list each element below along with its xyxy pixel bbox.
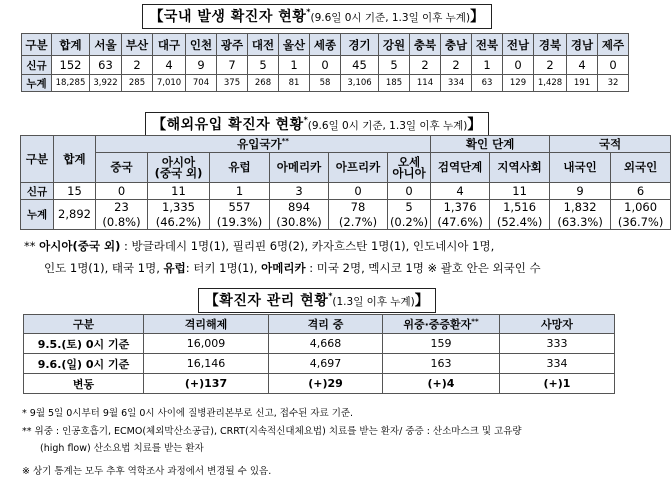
management-cell: (+)1	[500, 374, 615, 394]
note-america-text: : 미국 2명, 멕시코 1명 ※ 괄호 안은 외국인 수	[305, 261, 541, 275]
asia-note-line1	[24, 238, 494, 254]
overseas-pct-row	[21, 215, 671, 230]
footnote-2: ** 위중 : 인공호흡기, ECMO(체외막산소공급), CRRT(지속적신대체요법) 치료를 받는 환자/ 중증 : 산소마스크 및 고유량	[22, 426, 522, 437]
domestic-header-cell: 충남	[441, 34, 472, 56]
domestic-cum-cell: 185	[379, 75, 410, 92]
note-asia-text: : 방글라데시 1명(1), 필리핀 6명(2), 카자흐스탄 1명(1), 인도네시아 1명,	[120, 239, 495, 253]
note-america-label: 아메리카	[261, 261, 306, 275]
footnote-4: ※ 상기 통계는 모두 추후 역학조사 과정에서 변경될 수 있음.	[22, 466, 272, 477]
management-row-label: 변동	[24, 374, 144, 394]
domestic-header-cell: 대구	[153, 34, 186, 56]
management-cell: 159	[383, 334, 500, 354]
domestic-new-cell: 0	[310, 56, 341, 75]
domestic-new-label: 신규	[22, 56, 52, 75]
overseas-new-cell: 0	[388, 183, 431, 200]
domestic-header-cell: 세종	[310, 34, 341, 56]
management-cell: (+)137	[144, 374, 269, 394]
domestic-cum-cell: 81	[279, 75, 310, 92]
domestic-cum-cell: 268	[248, 75, 279, 92]
overseas-new-cell: 11	[148, 183, 210, 200]
note-prefix: **	[24, 239, 40, 253]
overseas-pct-cell: (2.7%)	[329, 215, 388, 230]
overseas-new-label: 신규	[21, 183, 54, 200]
overseas-new-cell: 6	[611, 183, 671, 200]
overseas-cum-cell: 78	[329, 200, 388, 215]
overseas-subheader-cell: 중국	[96, 153, 148, 183]
overseas-pct-cell: (19.3%)	[210, 215, 270, 230]
domestic-new-cell: 45	[341, 56, 379, 75]
management-header-cell: 격리해제	[144, 315, 269, 334]
overseas-title-main: 【해외유입 확진자 현황	[152, 117, 304, 133]
domestic-header-cell: 경기	[341, 34, 379, 56]
management-title-close: 】	[414, 293, 430, 309]
management-title	[0, 288, 634, 313]
overseas-title	[0, 112, 634, 137]
domestic-header-cell: 경남	[567, 34, 598, 56]
overseas-new-row	[21, 183, 671, 200]
overseas-subheader-cell: 아시아 (중국 외)	[148, 153, 210, 183]
overseas-cum-cell: 1,376	[431, 200, 490, 215]
overseas-cum-row	[21, 200, 671, 215]
domestic-title-close: 】	[470, 9, 485, 25]
overseas-pct-cell: (63.3%)	[550, 215, 611, 230]
overseas-subheader-cell: 유럽	[210, 153, 270, 183]
management-cell: (+)29	[269, 374, 383, 394]
note-europe-text: : 터키 1명(1),	[185, 261, 262, 275]
management-header-cell: 격리 중	[269, 315, 383, 334]
management-header-cell: 구분	[24, 315, 144, 334]
domestic-header-cell: 합계	[52, 34, 90, 56]
overseas-group-inflow-label: 유입국가	[237, 137, 282, 151]
overseas-subheader-cell: 내국인	[550, 153, 611, 183]
overseas-pct-cell: (36.7%)	[611, 215, 671, 230]
management-header-cell: 사망자	[500, 315, 615, 334]
domestic-cum-cell: 3,106	[341, 75, 379, 92]
overseas-new-cell: 0	[329, 183, 388, 200]
domestic-new-cell: 0	[598, 56, 629, 75]
overseas-group-row	[21, 136, 671, 153]
domestic-header-cell: 광주	[217, 34, 248, 56]
management-row-label: 9.6.(일) 0시 기준	[24, 354, 144, 374]
domestic-new-cell: 2	[410, 56, 441, 75]
domestic-cum-cell: 334	[441, 75, 472, 92]
overseas-pct-cell: (0.2%)	[388, 215, 431, 230]
domestic-new-cell: 152	[52, 56, 90, 75]
domestic-header-cell: 전북	[472, 34, 503, 56]
overseas-title-sup: *	[303, 115, 308, 125]
overseas-new-cell: 1	[210, 183, 270, 200]
overseas-pct-cell: (30.8%)	[270, 215, 329, 230]
overseas-group-nationality: 국적	[550, 136, 671, 153]
domestic-title	[0, 4, 634, 29]
overseas-col-total: 합계	[54, 136, 96, 183]
domestic-cum-cell: 129	[503, 75, 534, 92]
overseas-subheader-cell: 아메리카	[270, 153, 329, 183]
management-header-row	[24, 315, 615, 334]
overseas-group-inflow-sup: **	[281, 137, 289, 146]
domestic-cum-cell: 704	[186, 75, 217, 92]
overseas-new-total: 15	[54, 183, 96, 200]
domestic-header-cell: 부산	[122, 34, 153, 56]
overseas-pct-cell: (46.2%)	[148, 215, 210, 230]
footnote-1: * 9월 5일 0시부터 9월 6일 0시 사이에 질병관리본부로 신고, 접수된 자료 기준.	[22, 408, 354, 419]
domestic-header-cell: 제주	[598, 34, 629, 56]
overseas-new-cell: 9	[550, 183, 611, 200]
domestic-title-main: 【국내 발생 확진자 현황	[149, 9, 307, 25]
footnote-3: (high flow) 산소요법 치료를 받는 환자	[40, 443, 204, 454]
overseas-cum-cell: 23	[96, 200, 148, 215]
domestic-cum-cell: 18,285	[52, 75, 90, 92]
domestic-header-cell: 서울	[90, 34, 122, 56]
domestic-cum-cell: 32	[598, 75, 629, 92]
domestic-new-cell: 5	[248, 56, 279, 75]
overseas-new-cell: 3	[270, 183, 329, 200]
overseas-cum-total: 2,892	[54, 200, 96, 230]
domestic-new-cell: 9	[186, 56, 217, 75]
overseas-cum-cell: 1,832	[550, 200, 611, 215]
domestic-cum-cell: 3,922	[90, 75, 122, 92]
domestic-cum-cell: 114	[410, 75, 441, 92]
management-header-cell	[383, 315, 500, 334]
management-cell: (+)4	[383, 374, 500, 394]
domestic-cum-cell: 63	[472, 75, 503, 92]
management-table	[23, 314, 615, 394]
domestic-header-cell: 경북	[534, 34, 567, 56]
management-cell: 334	[500, 354, 615, 374]
overseas-subheader-cell: 지역사회	[490, 153, 550, 183]
overseas-group-stage: 확인 단계	[431, 136, 550, 153]
management-header-sup: **	[471, 317, 479, 326]
overseas-table	[20, 135, 671, 230]
management-row	[24, 374, 615, 394]
overseas-cum-cell: 1,516	[490, 200, 550, 215]
overseas-col-gubun: 구분	[21, 136, 54, 183]
note-europe-label: 유럽	[163, 261, 186, 275]
domestic-cum-cell: 7,010	[153, 75, 186, 92]
domestic-new-cell: 7	[217, 56, 248, 75]
domestic-cum-cell: 191	[567, 75, 598, 92]
domestic-header-cell: 강원	[379, 34, 410, 56]
management-row-label: 9.5.(토) 0시 기준	[24, 334, 144, 354]
overseas-subheader-row	[21, 153, 671, 183]
management-title-sup: *	[328, 291, 333, 301]
overseas-title-suffix: (9.6일 0시 기준, 1.3일 이후 누계)	[307, 120, 468, 132]
overseas-cum-cell: 1,060	[611, 200, 671, 215]
overseas-subheader-cell: 아프리카	[329, 153, 388, 183]
domestic-new-cell: 2	[441, 56, 472, 75]
domestic-cum-cell: 285	[122, 75, 153, 92]
management-cell: 16,009	[144, 334, 269, 354]
asia-note-line2	[44, 260, 541, 276]
management-cell: 16,146	[144, 354, 269, 374]
overseas-pct-cell: (52.4%)	[490, 215, 550, 230]
domestic-cum-cell: 1,428	[534, 75, 567, 92]
overseas-subheader-cell: 검역단계	[431, 153, 490, 183]
domestic-new-cell: 5	[379, 56, 410, 75]
domestic-new-cell: 0	[503, 56, 534, 75]
overseas-cum-cell: 894	[270, 200, 329, 215]
management-title-suffix: (1.3일 이후 누계)	[332, 296, 415, 308]
domestic-header-cell: 전남	[503, 34, 534, 56]
overseas-subheader-cell: 외국인	[611, 153, 671, 183]
domestic-new-cell: 4	[567, 56, 598, 75]
overseas-group-inflow	[96, 136, 431, 153]
overseas-pct-cell: (47.6%)	[431, 215, 490, 230]
domestic-cum-cell: 375	[217, 75, 248, 92]
overseas-cum-label: 누계	[21, 200, 54, 230]
domestic-title-suffix: (9.6일 0시 기준, 1.3일 이후 누계)	[310, 12, 471, 24]
note-asia-label: 아시아(중국 외)	[39, 239, 121, 253]
domestic-new-row	[22, 56, 629, 75]
overseas-cum-cell: 5	[388, 200, 431, 215]
management-cell: 4,697	[269, 354, 383, 374]
management-header-critical: 위중·중증환자	[403, 318, 472, 331]
domestic-new-cell: 1	[472, 56, 503, 75]
domestic-new-cell: 4	[153, 56, 186, 75]
overseas-title-close: 】	[467, 117, 482, 133]
overseas-new-cell: 0	[96, 183, 148, 200]
overseas-pct-cell: (0.8%)	[96, 215, 148, 230]
overseas-subheader-cell: 오세 아니아	[388, 153, 431, 183]
domestic-new-cell: 2	[122, 56, 153, 75]
domestic-new-cell: 2	[534, 56, 567, 75]
management-cell: 333	[500, 334, 615, 354]
management-row	[24, 334, 615, 354]
note-line2-text: 인도 1명(1), 태국 1명,	[44, 261, 164, 275]
domestic-cum-cell: 58	[310, 75, 341, 92]
management-title-main: 【확진자 관리 현황	[204, 293, 329, 309]
overseas-cum-cell: 1,335	[148, 200, 210, 215]
domestic-new-cell: 1	[279, 56, 310, 75]
domestic-title-sup: *	[306, 7, 311, 17]
domestic-table	[21, 33, 629, 92]
domestic-header-cell: 대전	[248, 34, 279, 56]
overseas-cum-cell: 557	[210, 200, 270, 215]
overseas-new-cell: 11	[490, 183, 550, 200]
domestic-cum-row	[22, 75, 629, 92]
management-cell: 163	[383, 354, 500, 374]
domestic-cum-label: 누계	[22, 75, 52, 92]
domestic-header-cell: 울산	[279, 34, 310, 56]
overseas-new-cell: 4	[431, 183, 490, 200]
domestic-header-cell: 충북	[410, 34, 441, 56]
domestic-header-cell: 구분	[22, 34, 52, 56]
management-row	[24, 354, 615, 374]
domestic-header-row	[22, 34, 629, 56]
management-cell: 4,668	[269, 334, 383, 354]
domestic-header-cell: 인천	[186, 34, 217, 56]
domestic-new-cell: 63	[90, 56, 122, 75]
